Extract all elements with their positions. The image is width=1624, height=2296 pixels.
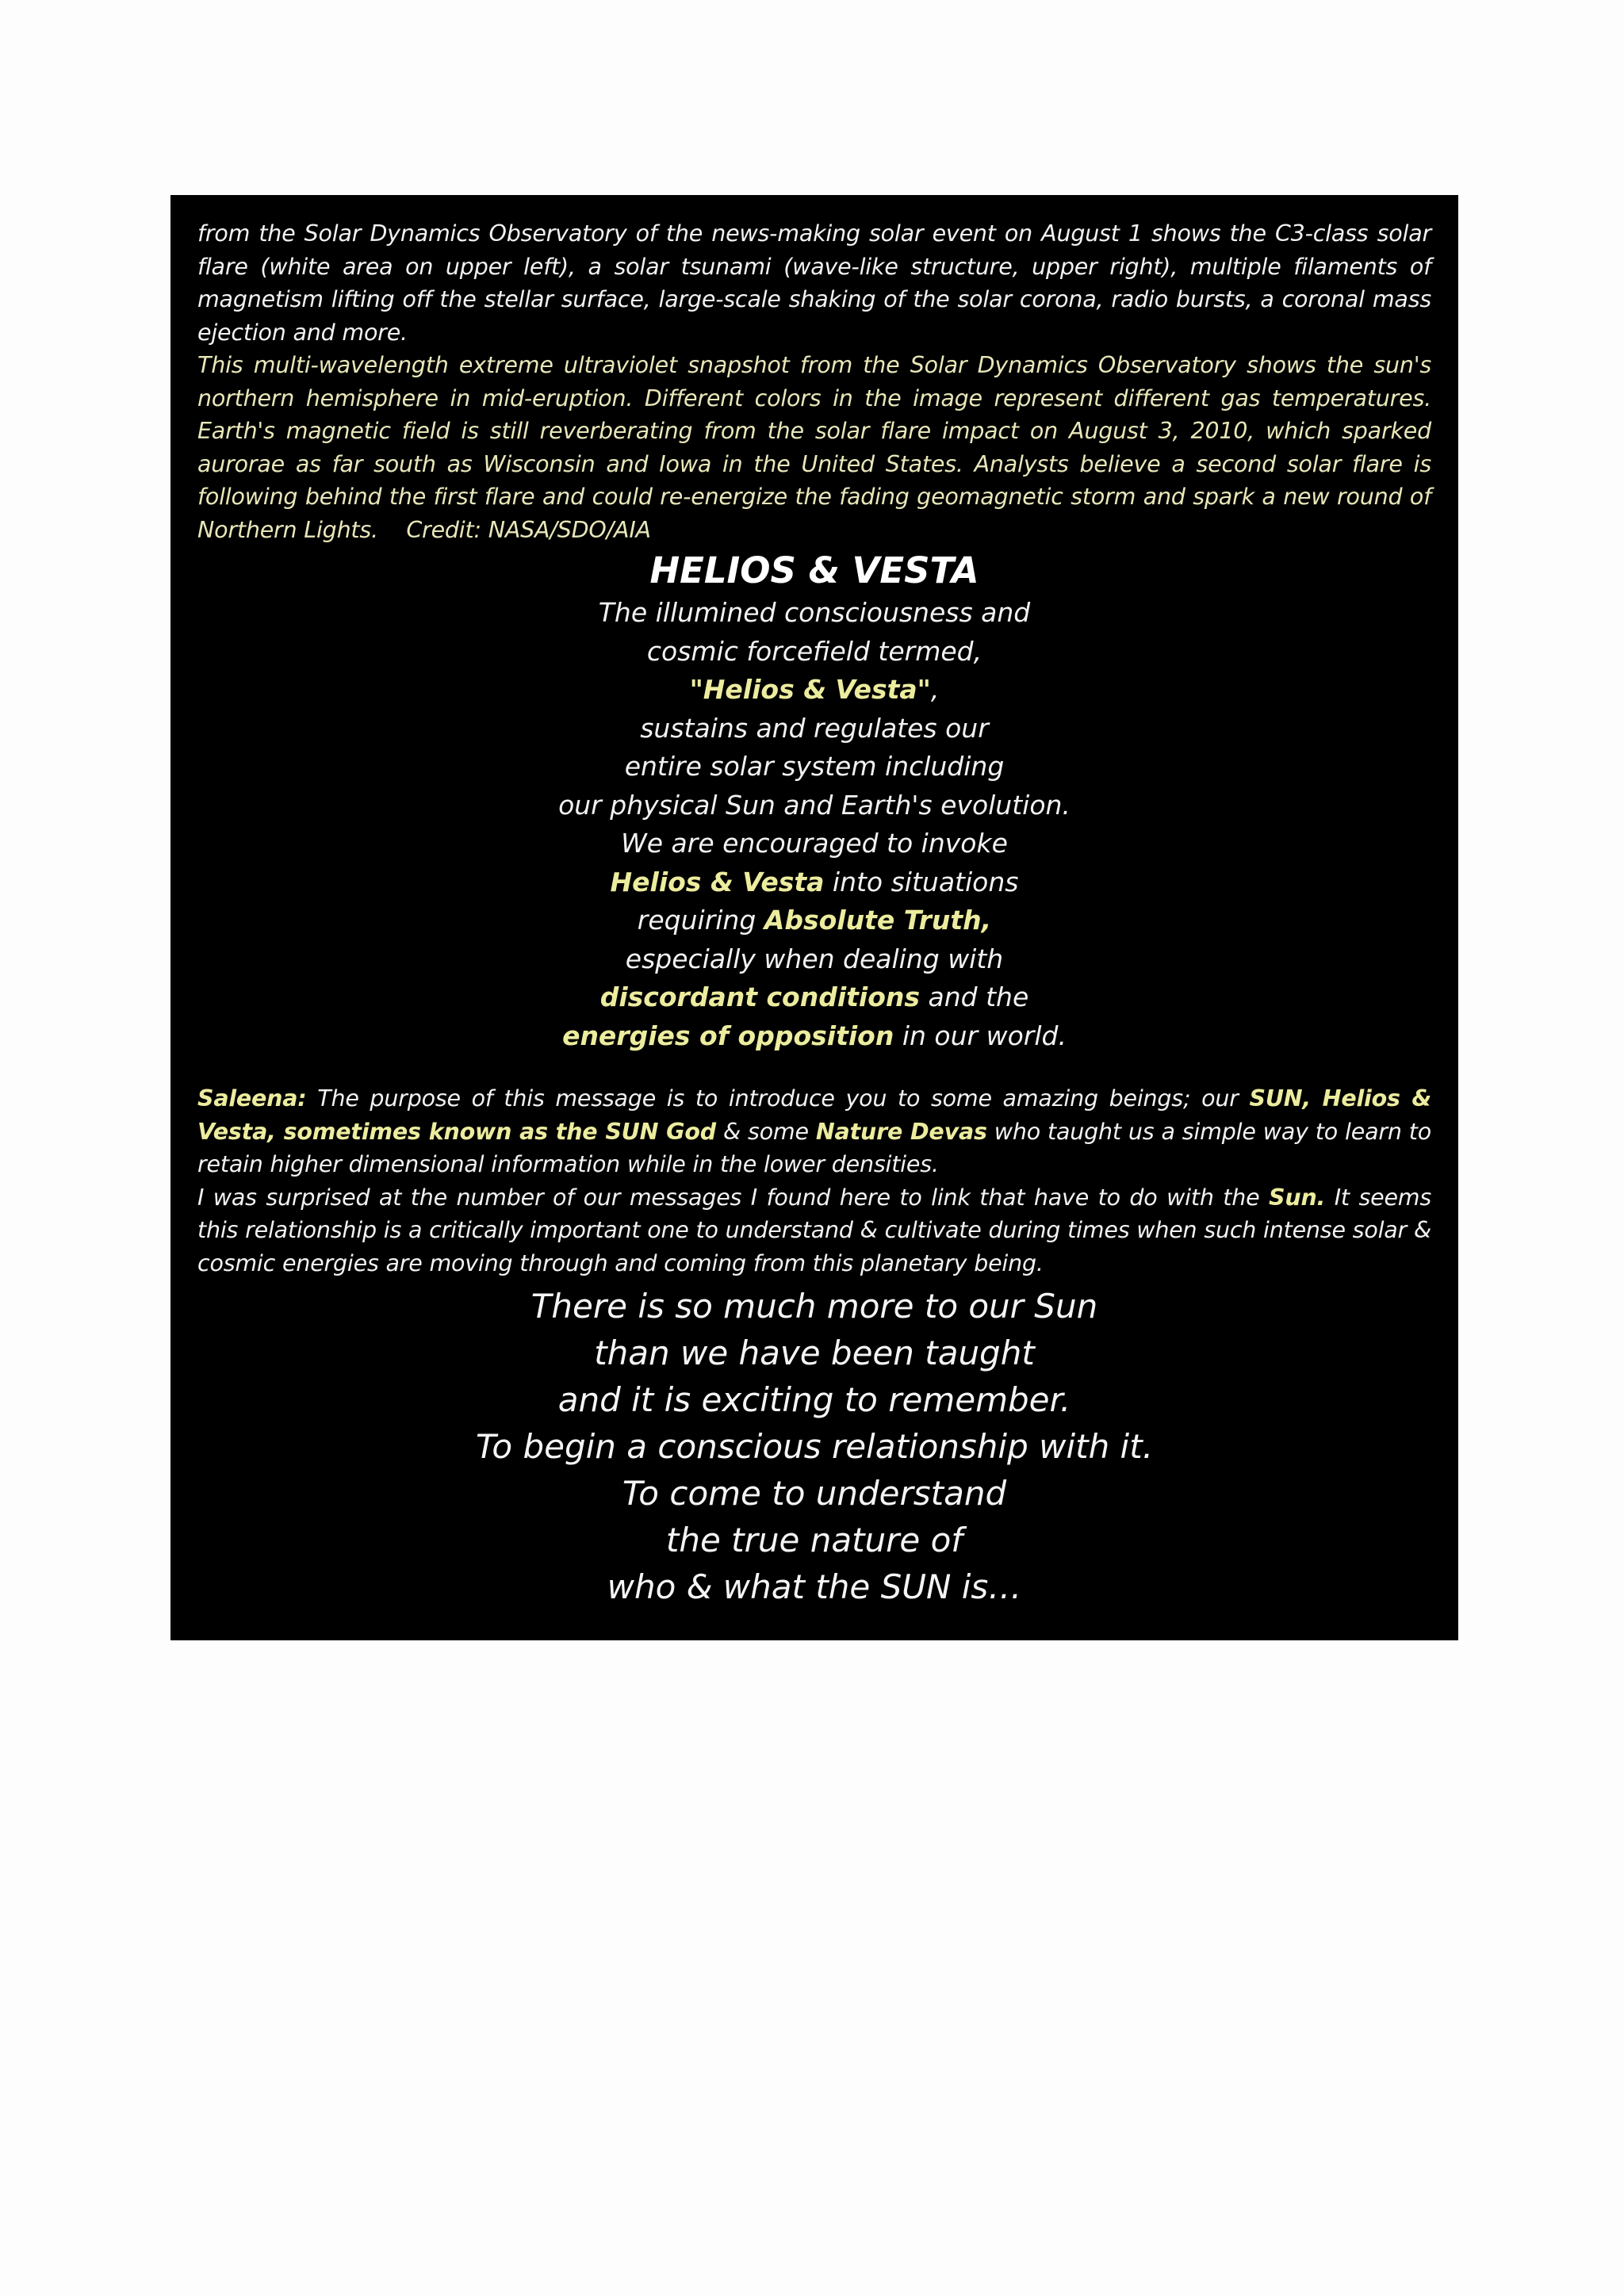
closing-line: There is so much more to our Sun: [530, 1287, 1098, 1326]
highlight-text: discordant conditions: [599, 982, 921, 1012]
body-text: I was surprised at the number of our messages I found here to link that have to do with the: [197, 1184, 1270, 1211]
speaker-label: Saleena:: [197, 1085, 307, 1112]
helios-line-text: and the: [920, 982, 1029, 1012]
image-caption: [197, 349, 1431, 546]
highlight-text: energies of opposition: [562, 1020, 894, 1051]
helios-line: especially when dealing with: [625, 943, 1004, 974]
content-panel: [170, 195, 1458, 1640]
helios-line-text: requiring: [637, 905, 764, 936]
helios-line: cosmic forcefield termed,: [646, 635, 982, 667]
closing-line: who & what the SUN is…: [607, 1567, 1022, 1606]
helios-line: [197, 1017, 1431, 1056]
helios-line: entire solar system including: [624, 751, 1005, 782]
body-text: It seems this relationship is a critically important one to understand & cultivate during times when such intense solar & cosmic energies are moving through and coming from this planetary being.: [197, 1184, 1431, 1276]
highlight-text: Sun.: [1269, 1184, 1326, 1211]
body-text: who taught us a simple way to learn to retain higher dimensional information while in the lower densities.: [197, 1118, 1431, 1177]
highlight-text: Nature Devas: [815, 1118, 987, 1145]
helios-line-text: ,: [930, 674, 940, 705]
closing-line: and it is exciting to remember.: [557, 1380, 1071, 1419]
closing-line: than we have been taught: [594, 1334, 1035, 1372]
helios-line: [197, 978, 1431, 1017]
section-title: HELIOS & VESTA: [649, 549, 979, 591]
helios-line: [197, 863, 1431, 902]
highlight-text: "Helios & Vesta": [689, 674, 931, 705]
helios-line: The illumined consciousness and: [598, 597, 1031, 628]
closing-line: To come to understand: [622, 1474, 1007, 1513]
body-text: The purpose of this message is to introduce you to some amazing beings; our: [306, 1085, 1250, 1112]
helios-line: We are encouraged to invoke: [621, 828, 1008, 859]
closing-line: the true nature of: [665, 1521, 963, 1559]
helios-vesta-section: [197, 548, 1431, 1055]
closing-verse: [197, 1283, 1431, 1610]
highlight-text: Absolute Truth,: [764, 905, 992, 936]
sun-paragraph: [197, 1181, 1431, 1280]
helios-line: our physical Sun and Earth's evolution.: [558, 789, 1071, 821]
saleena-paragraph: [197, 1082, 1431, 1181]
caption-text: This multi-wavelength extreme ultraviolet snapshot from the Solar Dynamics Observatory shows the sun's northern hemisphere in mid-eruption. Different colors in the image represent different gas temperatures. Earth's magnetic field is still reverberating from the solar flare impact on August 3, 2010, which sparked aurorae as far south as Wisconsin and Iowa in the United States. Analysts believe a second solar flare is following behind the first flare and could re-energize the fading geomagnetic storm and spark a new round of Northern Lights.: [197, 352, 1431, 543]
helios-line: [197, 901, 1431, 940]
highlight-text: Helios & Vesta: [610, 866, 825, 897]
body-text: & some: [715, 1118, 816, 1145]
intro-paragraph: from the Solar Dynamics Observatory of the news-making solar event on August 1 shows the C3-class solar flare (white area on upper left), a solar tsunami (wave-like structure, upper right), multiple filaments of magnetism lifting off the stellar surface, large-scale shaking of the solar corona, radio bursts, a coronal mass ejection and more.: [197, 220, 1431, 346]
caption-credit: Credit: NASA/SDO/AIA: [406, 516, 651, 543]
highlight-text: SUN, Helios & Vesta, sometimes known as the SUN God: [197, 1085, 1432, 1145]
helios-line-text: in our world.: [894, 1020, 1067, 1051]
helios-line: sustains and regulates our: [640, 712, 989, 744]
helios-line: [197, 671, 1431, 710]
closing-line: To begin a conscious relationship with it.: [475, 1427, 1154, 1466]
helios-line-text: into situations: [824, 866, 1019, 897]
